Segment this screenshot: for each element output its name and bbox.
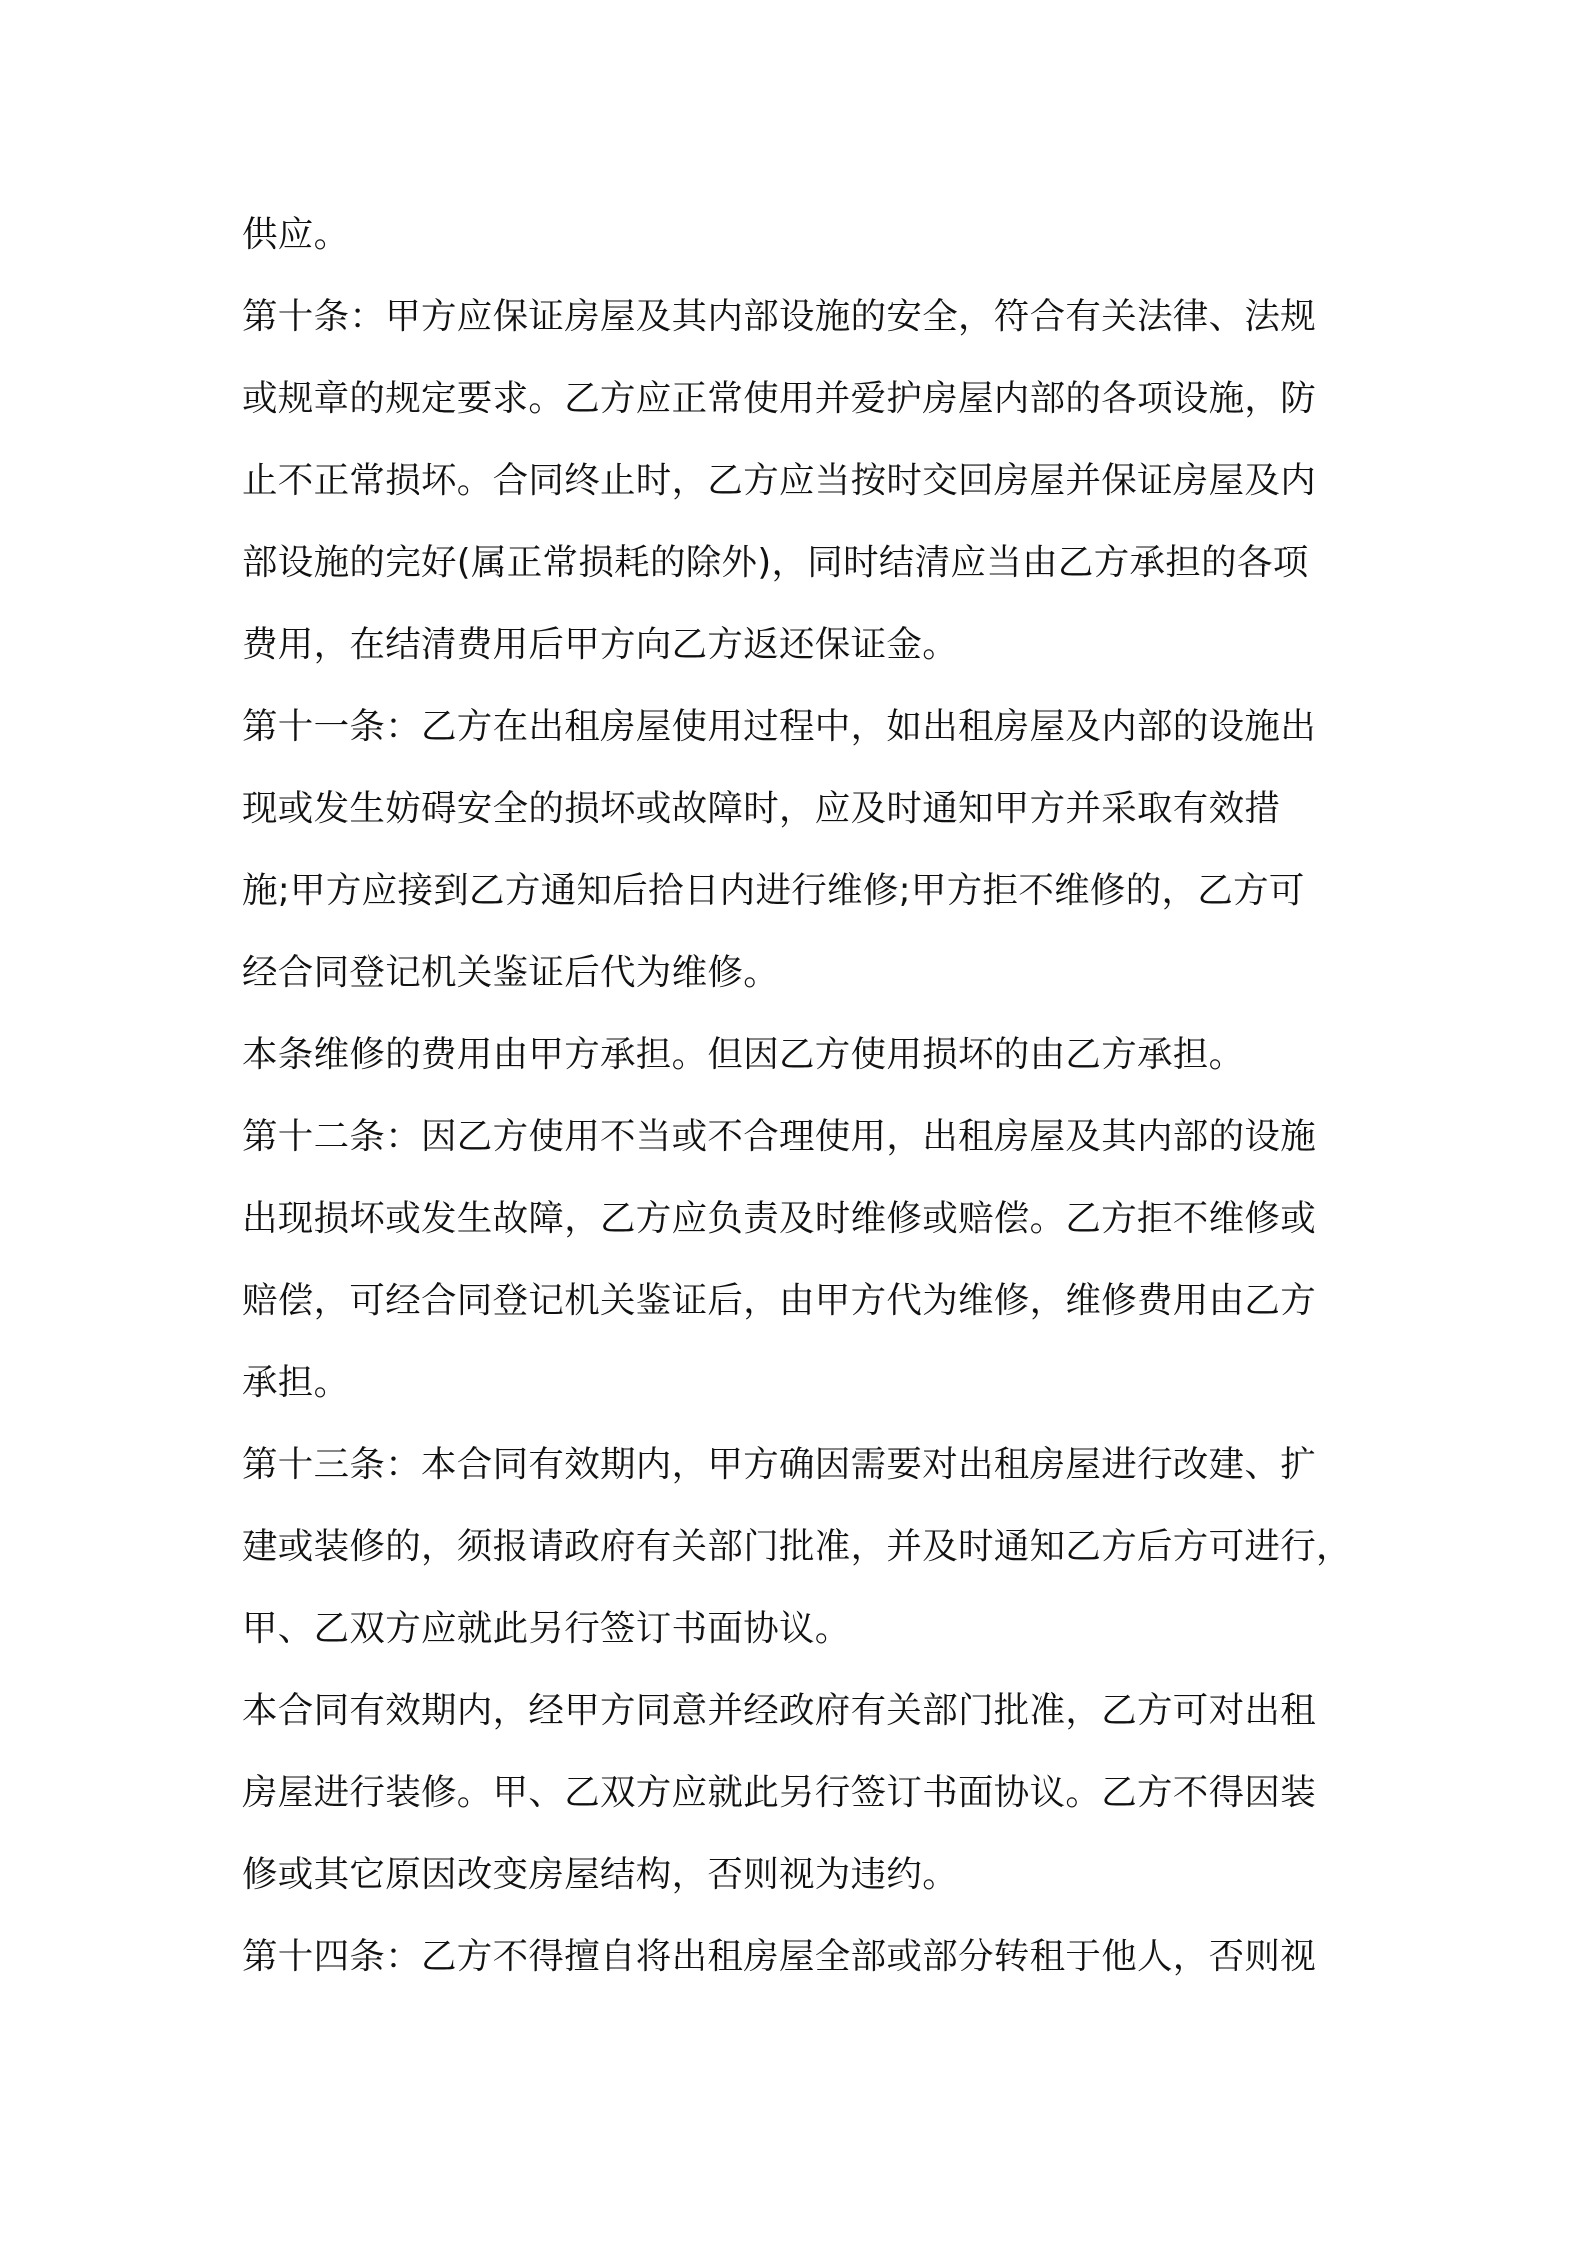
text-line: 修或其它原因改变房屋结构，否则视为违约。 bbox=[242, 1854, 959, 1895]
text-line: 经合同登记机关鉴证后代为维修。 bbox=[242, 952, 780, 993]
text-line: 供应。 bbox=[242, 214, 350, 255]
text-line: 承担。 bbox=[242, 1362, 350, 1403]
text-line: 甲、乙双方应就此另行签订书面协议。 bbox=[242, 1608, 851, 1649]
contract-text bbox=[242, 194, 1357, 1998]
text-line: 止不正常损坏。合同终止时，乙方应当按时交回房屋并保证房屋及内 bbox=[242, 460, 1317, 501]
text-line: 部设施的完好(属正常损耗的除外)，同时结清应当由乙方承担的各项 bbox=[242, 542, 1309, 583]
article-12-heading-line: 第十二条：因乙方使用不当或不合理使用，出租房屋及其内部的设施 bbox=[242, 1116, 1317, 1157]
text-line: 房屋进行装修。甲、乙双方应就此另行签订书面协议。乙方不得因装 bbox=[242, 1772, 1317, 1813]
text-line: 本条维修的费用由甲方承担。但因乙方使用损坏的由乙方承担。 bbox=[242, 1034, 1245, 1075]
article-10-heading-line: 第十条：甲方应保证房屋及其内部设施的安全，符合有关法律、法规 bbox=[242, 296, 1317, 337]
text-line: 现或发生妨碍安全的损坏或故障时，应及时通知甲方并采取有效措 bbox=[242, 788, 1281, 829]
article-14-heading-line: 第十四条：乙方不得擅自将出租房屋全部或部分转租于他人，否则视 bbox=[242, 1936, 1317, 1977]
text-line: 或规章的规定要求。乙方应正常使用并爱护房屋内部的各项设施，防 bbox=[242, 378, 1317, 419]
text-line: 本合同有效期内，经甲方同意并经政府有关部门批准，乙方可对出租 bbox=[242, 1690, 1317, 1731]
text-line: 赔偿，可经合同登记机关鉴证后，由甲方代为维修，维修费用由乙方 bbox=[242, 1280, 1317, 1321]
article-11-heading-line: 第十一条：乙方在出租房屋使用过程中，如出租房屋及内部的设施出 bbox=[242, 706, 1317, 747]
text-line: 施;甲方应接到乙方通知后拾日内进行维修;甲方拒不维修的，乙方可 bbox=[242, 870, 1305, 911]
text-line: 建或装修的，须报请政府有关部门批准，并及时通知乙方后方可进行， bbox=[242, 1526, 1352, 1567]
text-line: 出现损坏或发生故障，乙方应负责及时维修或赔偿。乙方拒不维修或 bbox=[242, 1198, 1317, 1239]
text-line: 费用，在结清费用后甲方向乙方返还保证金。 bbox=[242, 624, 959, 665]
article-13-heading-line: 第十三条：本合同有效期内，甲方确因需要对出租房屋进行改建、扩 bbox=[242, 1444, 1317, 1485]
